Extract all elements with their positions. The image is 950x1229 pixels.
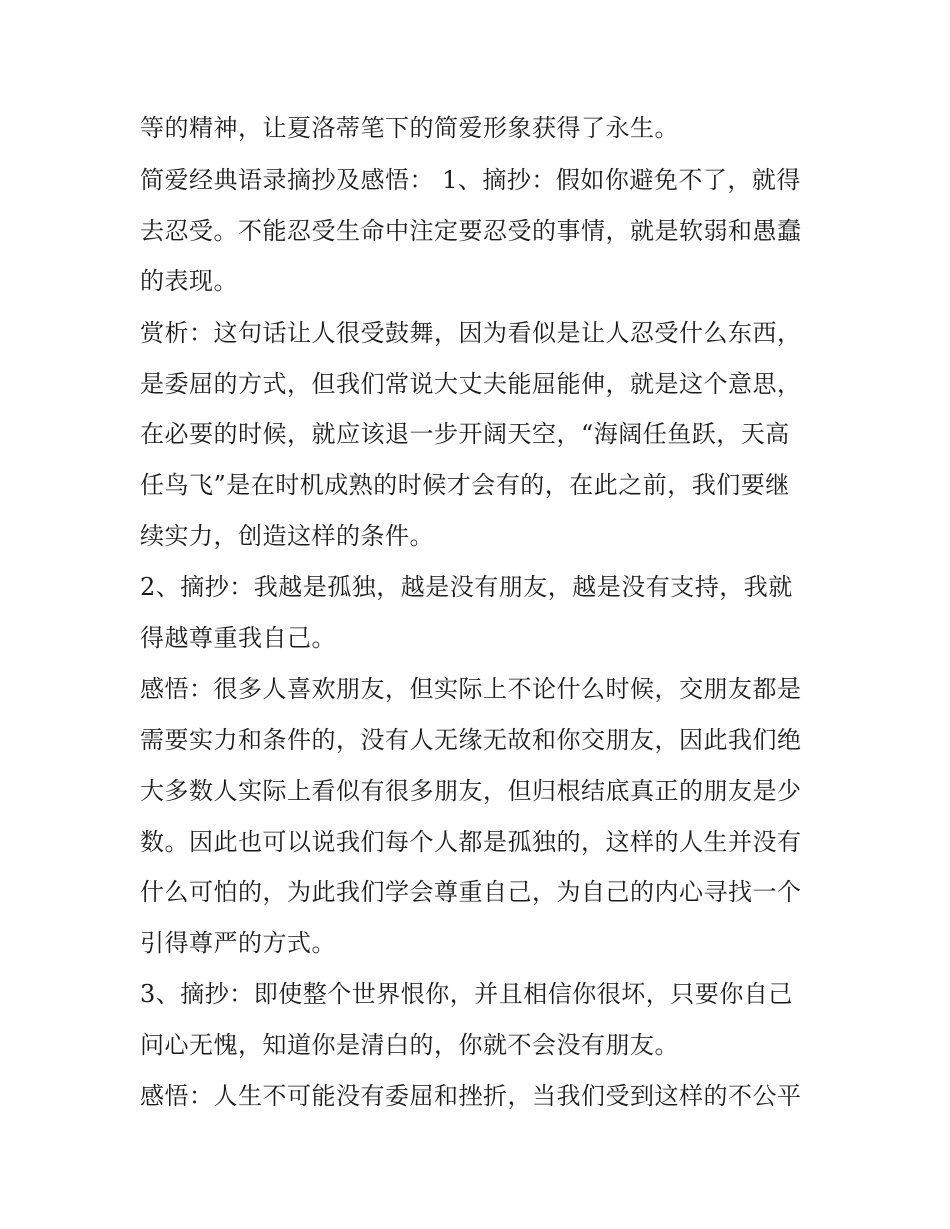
text-line: 在必要的时候，就应该退一步开阔天空，“海阔任鱼跃，天高 <box>140 420 790 448</box>
text-line: 去忍受。不能忍受生命中注定要忍受的事情，就是软弱和愚蠢 <box>140 217 802 245</box>
text-line: 问心无愧，知道你是清白的，你就不会没有朋友。 <box>140 1031 679 1059</box>
text-line: 需要实力和条件的，没有人无缘无故和你交朋友，因此我们绝 <box>140 726 802 754</box>
text-line: 感悟：人生不可能没有委屈和挫折，当我们受到这样的不公平 <box>140 1082 802 1110</box>
text-line: 简爱经典语录摘抄及感悟： 1、摘抄：假如你避免不了，就得 <box>140 166 801 194</box>
text-line: 2、摘抄：我越是孤独，越是没有朋友，越是没有支持，我就 <box>140 573 793 601</box>
text-line: 感悟：很多人喜欢朋友，但实际上不论什么时候，交朋友都是 <box>140 675 802 703</box>
text-line: 续实力，创造这样的条件。 <box>140 522 434 550</box>
text-line: 引得尊严的方式。 <box>140 929 336 957</box>
text-line: 得越尊重我自己。 <box>140 624 336 652</box>
text-line: 的表现。 <box>140 267 238 295</box>
text-line: 是委屈的方式，但我们常说大丈夫能屈能伸，就是这个意思， <box>140 370 802 398</box>
text-line: 赏析：这句话让人很受鼓舞，因为看似是让人忍受什么东西， <box>140 319 802 347</box>
text-line: 数。因此也可以说我们每个人都是孤独的，这样的人生并没有 <box>140 828 802 856</box>
text-line: 任鸟飞”是在时机成熟的时候才会有的，在此之前，我们要继 <box>140 471 790 499</box>
text-line: 3、摘抄：即使整个世界恨你，并且相信你很坏，只要你自己 <box>140 980 793 1008</box>
text-line: 什么可怕的，为此我们学会尊重自己，为自己的内心寻找一个 <box>140 878 802 906</box>
text-line: 等的精神，让夏洛蒂笔下的简爱形象获得了永生。 <box>140 114 679 142</box>
text-line: 大多数人实际上看似有很多朋友，但归根结底真正的朋友是少 <box>140 777 802 805</box>
